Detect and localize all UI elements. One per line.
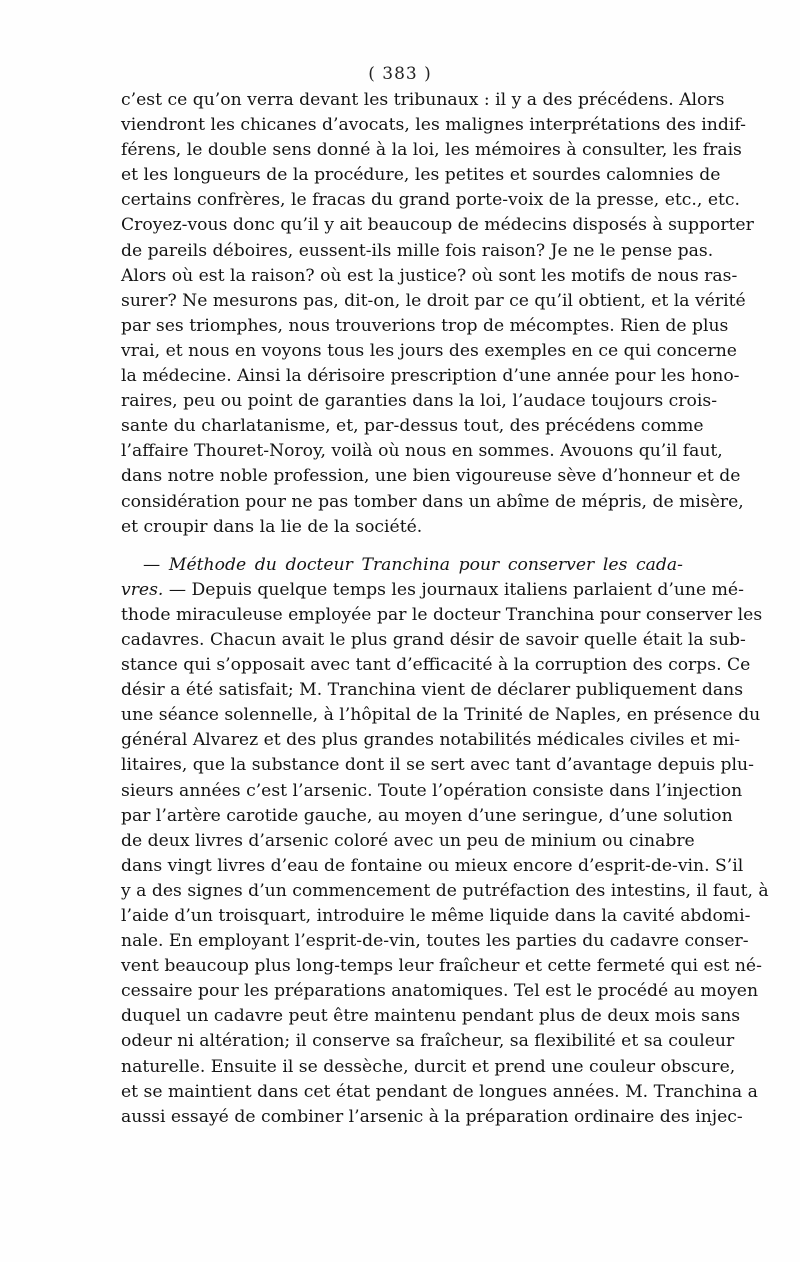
section-heading-line [121,553,683,578]
text-line: de deux livres d’arsenic coloré avec un peu de minium ou cinabre [121,830,695,851]
text-line: férens, le double sens donné à la loi, les mémoires à consulter, les frais [121,140,742,161]
text-line: cadavres. Chacun avait le plus grand désir de savoir quelle était la sub- [121,629,746,650]
text-line: une séance solennelle, à l’hôpital de la Trinité de Naples, en présence du [121,705,761,726]
text-line: viendront les chicanes d’avocats, les malignes interprétations des indif- [121,115,746,136]
text-line: cessaire pour les préparations anatomiques. Tel est le procédé au moyen [121,981,759,1002]
section-title-end: vres. [121,579,164,600]
text-line: litaires, que la substance dont il se sert avec tant d’avantage depuis plu- [121,755,754,776]
text-line: aussi essayé de combiner l’arsenic à la préparation ordinaire des injec- [121,1106,743,1127]
text-line: par l’artère carotide gauche, au moyen d’une seringue, d’une solution [121,805,733,826]
text-line: dans notre noble profession, une bien vigoureuse sève d’honneur et de [121,466,741,487]
text-line: sieurs années c’est l’arsenic. Toute l’opération consiste dans l’injection [121,780,743,801]
text-line: vent beaucoup plus long-temps leur fraîcheur et cette fermeté qui est né- [121,956,762,977]
text-line: naturelle. Ensuite il se dessèche, durcit et prend une couleur obscure, [121,1056,736,1077]
text-line: par ses triomphes, nous trouverions trop de mécomptes. Rien de plus [121,315,729,336]
text-line: stance qui s’opposait avec tant d’efficacité à la corruption des corps. Ce [121,655,751,676]
text-line: de pareils déboires, eussent-ils mille fois raison? Je ne le pense pas. [121,240,714,261]
paragraph-2 [121,553,769,1130]
text-line-start: Depuis quelque temps les journaux italiens parlaient d’une mé- [191,579,744,600]
text-line: thode miraculeuse employée par le docteur Tranchina pour conserver les [121,604,763,625]
text-line: l’affaire Thouret-Noroy, voilà où nous en sommes. Avouons qu’il faut, [121,441,723,462]
text-line: y a des signes d’un commencement de putréfaction des intestins, il faut, à [121,880,769,901]
text-line: Croyez-vous donc qu’il y ait beaucoup de médecins disposés à supporter [121,215,754,236]
text-line: la médecine. Ainsi la dérisoire prescription d’une année pour les hono- [121,366,740,387]
text-line: désir a été satisfait; M. Tranchina vient de déclarer publiquement dans [121,680,744,701]
section-heading-line-2 [121,578,744,603]
heading-dash-after: — [163,579,192,600]
text-line: général Alvarez et des plus grandes notabilités médicales civiles et mi- [121,730,741,751]
text-line: certains confrères, le fracas du grand porte-voix de la presse, etc., etc. [121,190,740,211]
section-title: Méthode du docteur Tranchina pour conserver les cada- [168,554,683,575]
text-line: Alors où est la raison? où est la justice? où sont les motifs de nous ras- [121,265,738,286]
text-line: et croupir dans la lie de la société. [121,516,423,537]
text-line: et les longueurs de la procédure, les petites et sourdes calomnies de [121,165,721,186]
text-line: sante du charlatanisme, et, par-dessus tout, des précédens comme [121,416,704,437]
text-line: et se maintient dans cet état pendant de longues années. M. Tranchina a [121,1081,758,1102]
heading-dash: — [143,554,169,575]
body-text [121,88,769,1130]
text-line: l’aide d’un troisquart, introduire le même liquide dans la cavité abdomi- [121,906,751,926]
text-line: odeur ni altération; il conserve sa fraîcheur, sa flexibilité et sa couleur [121,1031,735,1052]
text-line: dans vingt livres d’eau de fontaine ou mieux encore d’esprit-de-vin. S’il [121,855,744,876]
paragraph-gap [121,540,683,553]
text-line: nale. En employant l’esprit-de-vin, toutes les parties du cadavre conser- [121,931,749,952]
paragraph-1 [121,88,754,540]
text-line: surer? Ne mesurons pas, dit-on, le droit par ce qu’il obtient, et la vérité [121,290,746,311]
text-line: raires, peu ou point de garanties dans la loi, l’audace toujours crois- [121,391,717,412]
text-line: c’est ce qu’on verra devant les tribunaux : il y a des précédens. Alors [121,90,725,110]
text-line: considération pour ne pas tomber dans un abîme de mépris, de misère, [121,491,744,512]
page-number: ( 383 ) [368,64,432,84]
text-line: vrai, et nous en voyons tous les jours des exemples en ce qui concerne [121,340,737,361]
text-line: duquel un cadavre peut être maintenu pendant plus de deux mois sans [121,1006,741,1027]
